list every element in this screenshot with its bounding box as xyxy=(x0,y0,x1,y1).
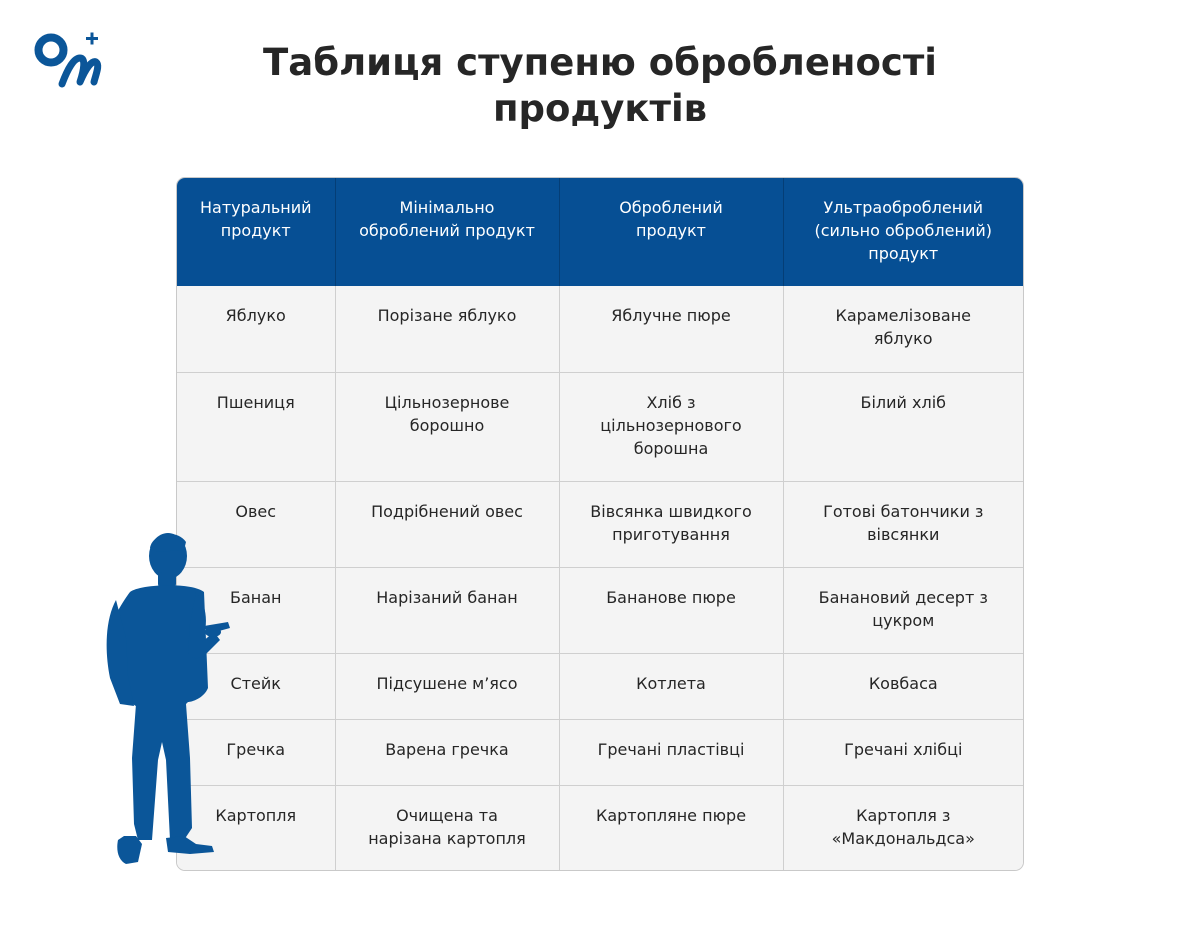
cell-text-line: цукром xyxy=(872,610,935,630)
header-text-line: Натуральний xyxy=(200,198,312,217)
table-header-row xyxy=(177,178,1023,286)
processing-table xyxy=(176,177,1024,871)
cell-text-line: Білий хліб xyxy=(860,392,947,412)
table-cell xyxy=(783,719,1023,785)
cell-text-line: борошна xyxy=(633,438,709,458)
cell-text-line: Банан xyxy=(229,587,282,607)
processing-table-grid xyxy=(177,178,1023,871)
header-text-line: продукт xyxy=(220,221,291,240)
table-cell xyxy=(783,286,1023,372)
table-cell xyxy=(559,372,783,481)
cell-text-line: Готові батончики з xyxy=(823,501,984,521)
table-cell xyxy=(559,567,783,653)
table-row xyxy=(177,286,1023,372)
cell-text-line: Котлета xyxy=(636,673,706,693)
cell-text-line: Подрібнений овес xyxy=(371,501,523,521)
table-cell xyxy=(335,372,559,481)
cell-text-line: Яблуко xyxy=(225,306,286,325)
table-cell xyxy=(559,785,783,871)
table-row xyxy=(177,653,1023,719)
cell-text-line: Цільнозернове xyxy=(384,392,510,412)
table-cell xyxy=(335,481,559,567)
cell-text-line: борошно xyxy=(409,415,485,435)
cell-text-line: Ковбаса xyxy=(868,673,938,693)
column-header-3 xyxy=(559,178,783,286)
header-text-line: Ультраоброблений xyxy=(823,198,983,217)
page-title xyxy=(200,40,1000,132)
brand-logo-icon xyxy=(34,28,106,94)
table-cell xyxy=(783,567,1023,653)
cell-text-line: Бананове пюре xyxy=(606,587,736,607)
table-cell xyxy=(335,286,559,372)
table-cell xyxy=(783,481,1023,567)
column-header-1 xyxy=(177,178,335,286)
table-cell xyxy=(783,653,1023,719)
cell-text-line: «Макдональдса» xyxy=(831,828,975,848)
header-text-line: продукт xyxy=(868,244,939,263)
cell-text-line: Стейк xyxy=(230,673,281,693)
person-with-tablet-silhouette-icon xyxy=(96,528,236,868)
title-line-1: Таблиця ступеню обробленості xyxy=(263,41,937,84)
table-cell xyxy=(783,372,1023,481)
cell-text-line: Овес xyxy=(235,501,277,521)
column-header-4 xyxy=(783,178,1023,286)
header-text-line: (сильно оброблений) xyxy=(814,221,992,240)
cell-text-line: Пшениця xyxy=(216,392,295,412)
table-cell xyxy=(335,653,559,719)
table-cell xyxy=(177,372,335,481)
cell-text-line: Картопля xyxy=(215,805,297,825)
table-cell xyxy=(335,719,559,785)
cell-text-line: яблуко xyxy=(873,329,933,348)
cell-text-line: Очищена та xyxy=(396,805,498,825)
table-row xyxy=(177,567,1023,653)
cell-text-line: вівсянки xyxy=(867,524,940,544)
cell-text-line: Картопляне пюре xyxy=(595,805,747,825)
cell-text-line: Гречка xyxy=(226,739,286,759)
cell-text-line: Хліб з xyxy=(646,392,696,412)
cell-text-line: Нарізаний банан xyxy=(376,587,518,607)
table-cell xyxy=(335,785,559,871)
cell-text-line: Підсушене м’ясо xyxy=(376,673,518,693)
cell-text-line: Гречані хлібці xyxy=(844,739,963,759)
table-cell xyxy=(559,286,783,372)
cell-text-line: Банановий десерт з xyxy=(818,587,988,607)
header-text-line: продукт xyxy=(636,221,706,240)
table-cell xyxy=(783,785,1023,871)
table-cell xyxy=(177,286,335,372)
cell-text-line: Картопля з xyxy=(856,805,951,825)
cell-text-line: Яблучне пюре xyxy=(611,306,731,325)
cell-text-line: Гречані пластівці xyxy=(597,739,745,759)
header-text-line: Оброблений xyxy=(619,198,723,217)
table-row xyxy=(177,372,1023,481)
table-cell xyxy=(559,653,783,719)
cell-text-line: приготування xyxy=(612,524,730,544)
table-row xyxy=(177,785,1023,871)
cell-text-line: Карамелізоване xyxy=(835,306,972,325)
table-row xyxy=(177,719,1023,785)
cell-text-line: цільнозернового xyxy=(600,415,742,435)
column-header-2 xyxy=(335,178,559,286)
cell-text-line: Варена гречка xyxy=(385,739,509,759)
table-body xyxy=(177,286,1023,871)
cell-text-line: Порізане яблуко xyxy=(377,306,517,325)
cell-text-line: Вівсянка швидкого xyxy=(590,501,752,521)
title-line-2: продуктів xyxy=(492,87,708,130)
table-cell xyxy=(559,481,783,567)
table-row xyxy=(177,481,1023,567)
table-cell xyxy=(559,719,783,785)
cell-text-line: нарізана картопля xyxy=(368,828,526,848)
header-text-line: Мінімально xyxy=(399,198,495,217)
table-cell xyxy=(335,567,559,653)
header-text-line: оброблений продукт xyxy=(359,221,535,240)
